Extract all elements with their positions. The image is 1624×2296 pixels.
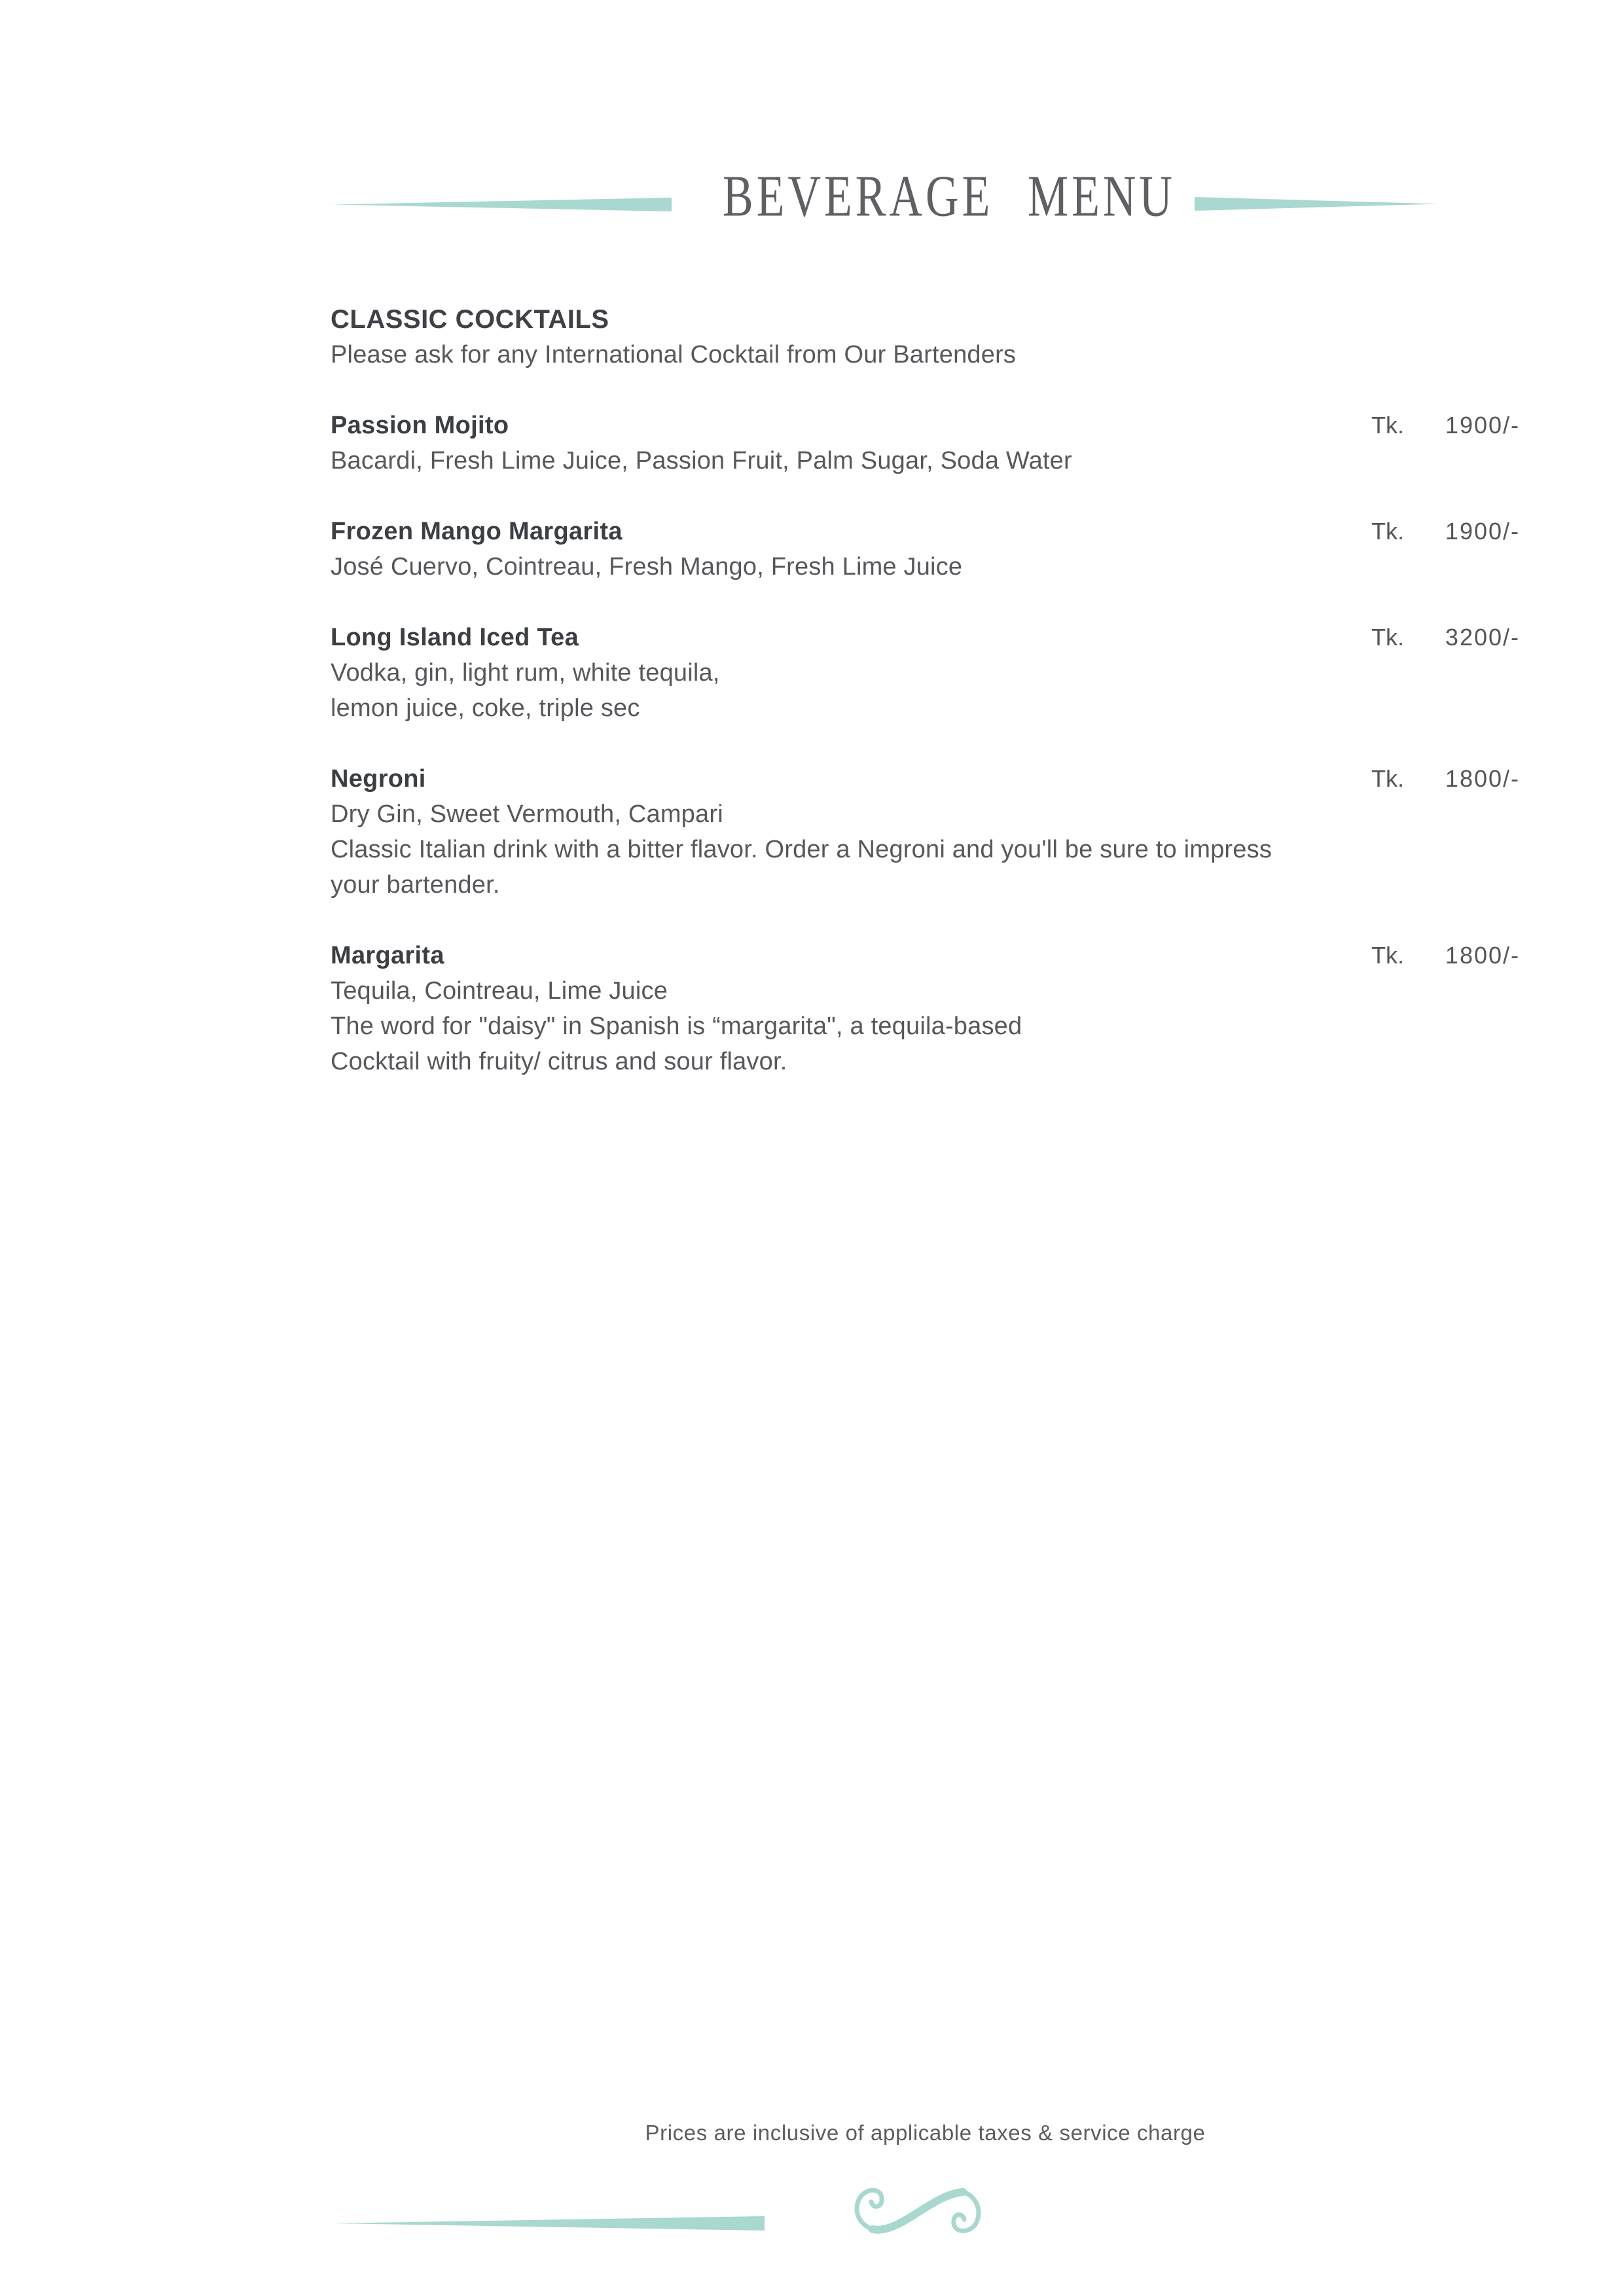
header-divider-left (331, 198, 672, 211)
section-subheading: Please ask for any International Cocktail from Our Bartenders (331, 341, 1017, 368)
item-price-currency: Tk. (1371, 412, 1404, 439)
item-description-line: your bartender. (331, 871, 500, 899)
item-price-currency: Tk. (1371, 624, 1404, 651)
item-description-line: lemon juice, coke, triple sec (331, 694, 640, 722)
menu-item (331, 761, 1520, 903)
item-description-line: Dry Gin, Sweet Vermouth, Campari (331, 800, 723, 828)
section-heading: CLASSIC COCKTAILS (331, 305, 609, 334)
item-name: Long Island Iced Tea (331, 624, 579, 651)
menu-content (331, 302, 1520, 1079)
footer-divider-left (331, 2216, 765, 2231)
item-price-value: 1900/- (1445, 518, 1520, 545)
item-price (1371, 408, 1520, 443)
item-price-value: 1800/- (1445, 942, 1520, 969)
item-head (331, 514, 1520, 549)
item-description-line: The word for "daisy" in Spanish is “margarita", a tequila-based (331, 1013, 1022, 1040)
item-head (331, 938, 1520, 973)
item-price-value: 1800/- (1445, 765, 1520, 792)
item-price-value: 3200/- (1445, 624, 1520, 651)
item-name: Frozen Mango Margarita (331, 518, 623, 545)
footer-note: Prices are inclusive of applicable taxes & service charge (645, 2121, 1206, 2145)
item-head (331, 408, 1520, 443)
item-description-line: Tequila, Cointreau, Lime Juice (331, 977, 668, 1005)
item-name: Negroni (331, 765, 426, 793)
menu-item (331, 408, 1520, 478)
item-price (1371, 938, 1520, 973)
menu-item (331, 620, 1520, 726)
menu-item (331, 938, 1520, 1079)
item-price-currency: Tk. (1371, 765, 1404, 792)
header-divider-right (1195, 197, 1439, 211)
item-description-line: José Cuervo, Cointreau, Fresh Mango, Fresh Lime Juice (331, 553, 963, 581)
item-description-line: Classic Italian drink with a bitter flavor. Order a Negroni and you'll be sure to impress (331, 836, 1272, 863)
item-price (1371, 514, 1520, 549)
item-price-currency: Tk. (1371, 942, 1404, 969)
item-price (1371, 761, 1520, 797)
item-price-value: 1900/- (1445, 412, 1520, 439)
item-name: Passion Mojito (331, 412, 509, 439)
item-price-currency: Tk. (1371, 518, 1404, 545)
item-price (1371, 620, 1520, 655)
item-description-line: Cocktail with fruity/ citrus and sour flavor. (331, 1048, 787, 1075)
item-head (331, 620, 1520, 655)
menu-item (331, 514, 1520, 584)
swirl-flourish-icon (853, 2186, 983, 2237)
item-head (331, 761, 1520, 797)
item-name: Margarita (331, 942, 444, 969)
page-title: BEVERAGE MENU (723, 164, 1176, 229)
item-description-line: Bacardi, Fresh Lime Juice, Passion Fruit, Palm Sugar, Soda Water (331, 447, 1072, 475)
item-description-line: Vodka, gin, light rum, white tequila, (331, 659, 720, 687)
